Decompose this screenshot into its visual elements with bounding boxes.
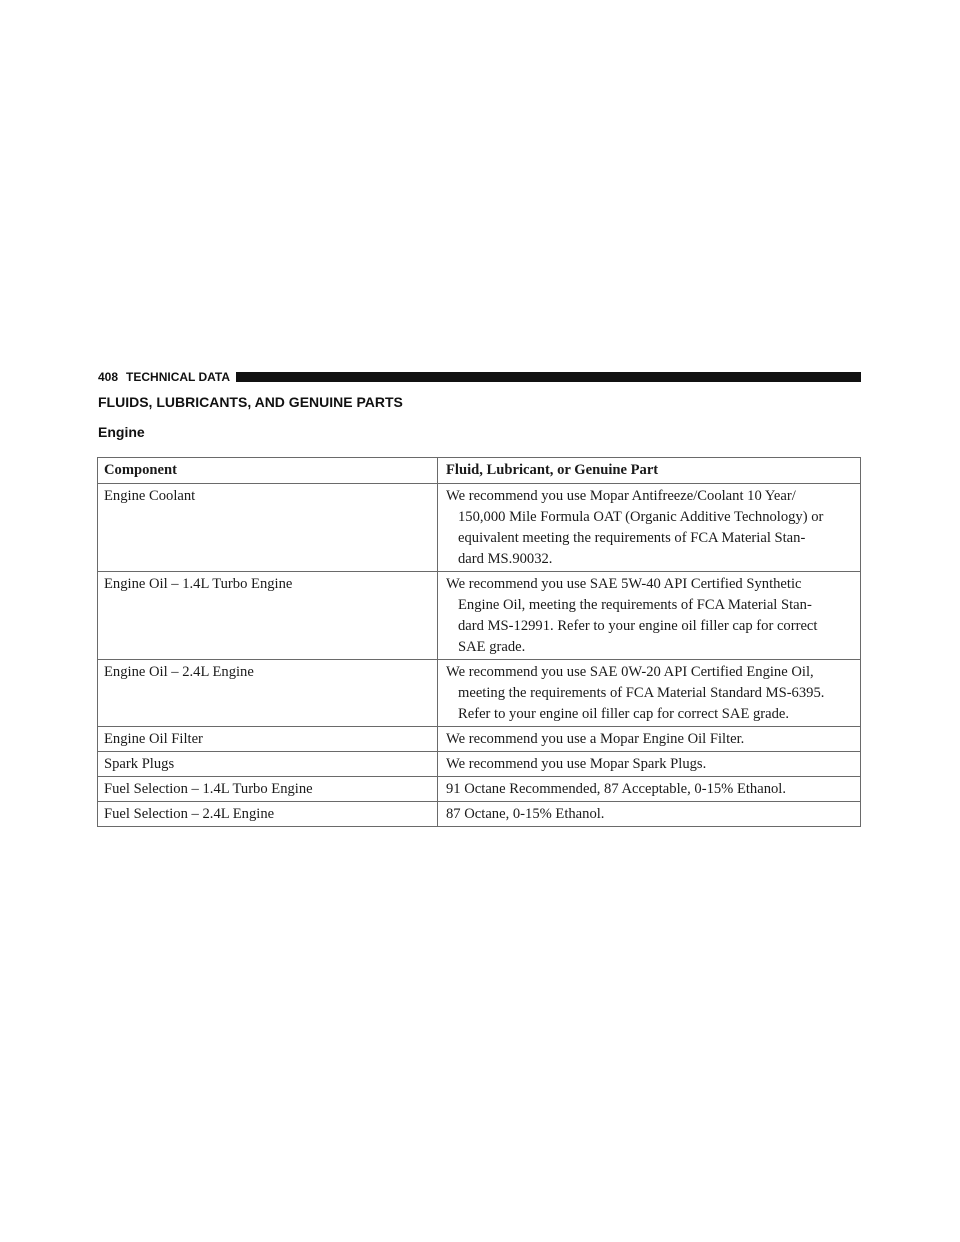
fluid-cell <box>438 777 861 802</box>
description-line: We recommend you use Mopar Antifreeze/Coolant 10 Year/ <box>446 488 796 504</box>
description-line: 87 Octane, 0-15% Ethanol. <box>446 806 605 822</box>
column-header-fluid: Fluid, Lubricant, or Genuine Part <box>438 458 861 484</box>
page-header <box>98 368 861 386</box>
fluid-description <box>446 729 854 750</box>
description-line: SAE grade. <box>458 639 526 655</box>
section-label: TECHNICAL DATA <box>126 370 231 384</box>
fluid-cell <box>438 802 861 827</box>
description-line: We recommend you use a Mopar Engine Oil Filter. <box>446 731 745 747</box>
table-row <box>98 802 861 827</box>
column-header-component: Component <box>98 458 438 484</box>
description-line: dard MS.90032. <box>458 551 553 567</box>
description-line: equivalent meeting the requirements of FCA Material Stan- <box>458 530 806 546</box>
description-line: Engine Oil, meeting the requirements of FCA Material Stan- <box>458 597 812 613</box>
description-line: meeting the requirements of FCA Material Standard MS-6395. <box>458 685 825 701</box>
fluid-cell <box>438 752 861 777</box>
fluid-cell <box>438 660 861 727</box>
component-cell: Spark Plugs <box>98 752 438 777</box>
component-cell: Engine Oil – 2.4L Engine <box>98 660 438 727</box>
description-line: Refer to your engine oil filler cap for correct SAE grade. <box>458 706 790 722</box>
fluid-cell <box>438 727 861 752</box>
fluid-description <box>446 574 854 658</box>
description-line: 150,000 Mile Formula OAT (Organic Additive Technology) or <box>458 509 824 525</box>
table-body <box>98 484 861 827</box>
description-line: We recommend you use SAE 0W-20 API Certified Engine Oil, <box>446 664 814 680</box>
page-number: 408 <box>98 370 119 384</box>
fluid-description <box>446 754 854 775</box>
table-row <box>98 752 861 777</box>
component-cell: Fuel Selection – 1.4L Turbo Engine <box>98 777 438 802</box>
header-rule <box>236 372 861 382</box>
fluid-description <box>446 662 854 725</box>
component-cell: Engine Oil – 1.4L Turbo Engine <box>98 572 438 660</box>
component-cell: Engine Coolant <box>98 484 438 572</box>
component-cell: Engine Oil Filter <box>98 727 438 752</box>
table-header-row <box>98 458 861 484</box>
fluid-cell <box>438 572 861 660</box>
table-row <box>98 660 861 727</box>
fluid-description <box>446 779 854 800</box>
description-line: We recommend you use SAE 5W-40 API Certified Synthetic <box>446 576 802 592</box>
table-row <box>98 484 861 572</box>
description-line: dard MS-12991. Refer to your engine oil filler cap for correct <box>458 618 818 634</box>
fluid-description <box>446 486 854 570</box>
specs-table <box>97 457 861 827</box>
table-row <box>98 572 861 660</box>
page-title: FLUIDS, LUBRICANTS, AND GENUINE PARTS <box>98 394 403 410</box>
description-line: We recommend you use Mopar Spark Plugs. <box>446 756 707 772</box>
section-subtitle: Engine <box>98 424 145 440</box>
fluid-description <box>446 804 854 825</box>
table-row <box>98 727 861 752</box>
table-row <box>98 777 861 802</box>
fluid-cell <box>438 484 861 572</box>
component-cell: Fuel Selection – 2.4L Engine <box>98 802 438 827</box>
description-line: 91 Octane Recommended, 87 Acceptable, 0-15% Ethanol. <box>446 781 787 797</box>
